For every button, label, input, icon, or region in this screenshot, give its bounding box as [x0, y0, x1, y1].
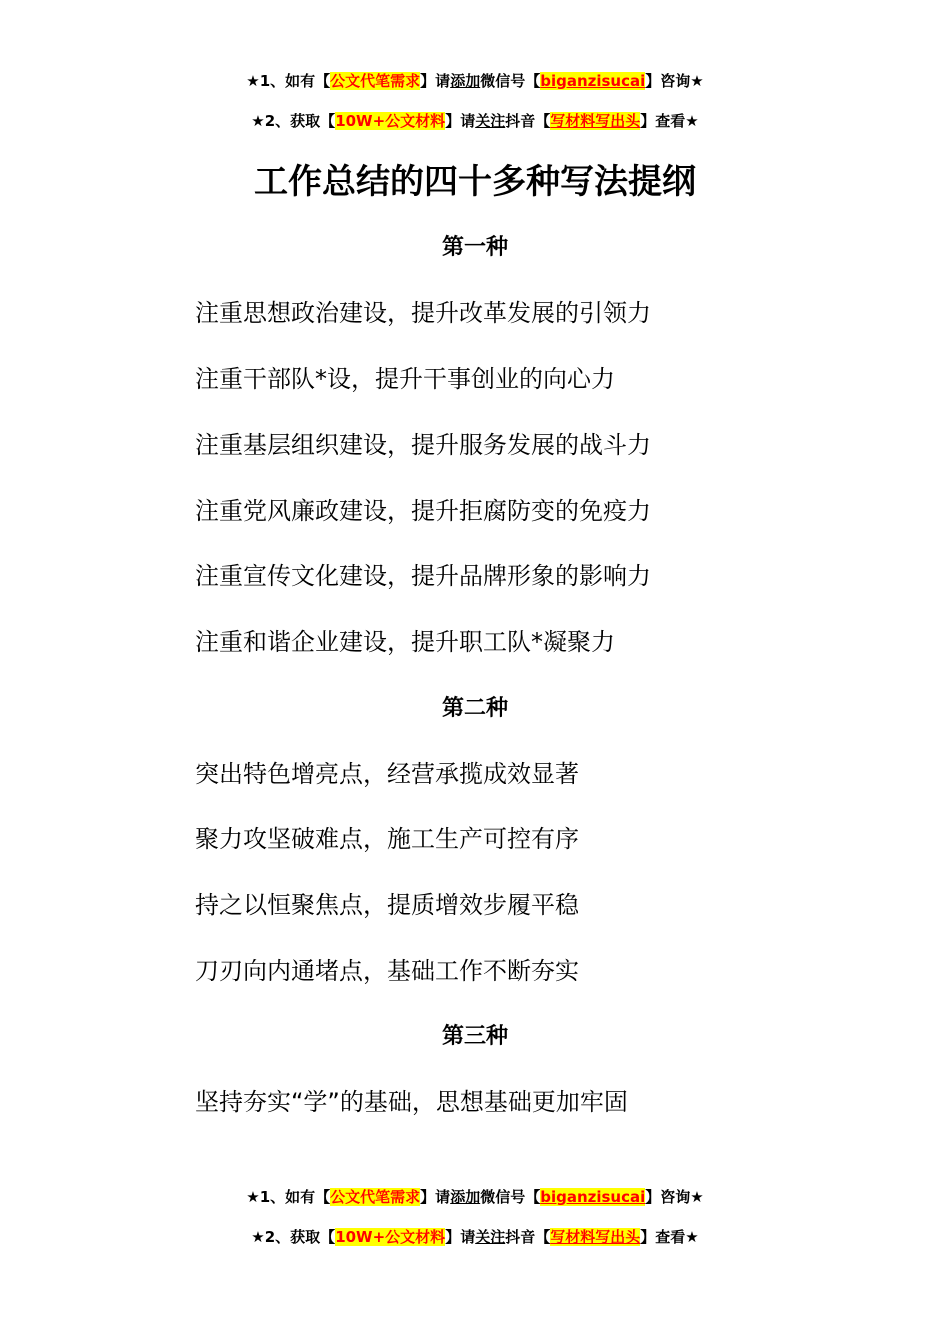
- banner-highlight: 10W+公文材料: [335, 1228, 446, 1246]
- section-heading: 第二种: [441, 696, 508, 721]
- banner-text: 】查看★: [640, 1228, 699, 1246]
- list-item: 注重基层组织建设，提升服务发展的战斗力: [195, 431, 651, 459]
- list-item: 注重党风廉政建设，提升拒腐防变的免疫力: [195, 497, 651, 525]
- banner-underlined-text: 关注: [475, 1228, 506, 1246]
- banner-underlined-text: 关注: [475, 112, 506, 130]
- banner-highlight: 10W+公文材料: [335, 112, 446, 130]
- list-item: 注重宣传文化建设，提升品牌形象的影响力: [195, 562, 651, 590]
- banner-douyin-account: 写材料写出头: [550, 112, 641, 130]
- banner-underlined-text: 添加: [450, 72, 481, 90]
- banner-text: ★2、获取【: [251, 112, 336, 130]
- list-item: 聚力攻坚破难点，施工生产可控有序: [195, 825, 579, 853]
- list-item: 注重思想政治建设，提升改革发展的引领力: [195, 299, 651, 327]
- list-item: 突出特色增亮点，经营承揽成效显著: [195, 760, 579, 788]
- banner-highlight: 公文代笔需求: [330, 72, 421, 90]
- banner-douyin-account: 写材料写出头: [550, 1228, 641, 1246]
- banner-wechat-id: biganzisucai: [540, 72, 646, 90]
- banner-text: ★1、如有【: [246, 1188, 331, 1206]
- banner-text: ★2、获取【: [251, 1228, 336, 1246]
- bottom-banner-line-1: [0, 1186, 950, 1208]
- banner-text: 抖音【: [505, 1228, 551, 1246]
- banner-wechat-id: biganzisucai: [540, 1188, 646, 1206]
- banner-underlined-text: 添加: [450, 1188, 481, 1206]
- section-heading: 第三种: [441, 1024, 508, 1049]
- top-banner-line-2: [0, 110, 950, 132]
- banner-text: 】查看★: [640, 112, 699, 130]
- list-item: 坚持夯实“学”的基础，思想基础更加牢固: [195, 1088, 628, 1116]
- banner-text: 】咨询★: [645, 1188, 704, 1206]
- list-item: 刀刃向内通堵点，基础工作不断夯实: [195, 957, 579, 985]
- banner-text: 】请: [445, 1228, 476, 1246]
- banner-text: ★1、如有【: [246, 72, 331, 90]
- list-item: 注重和谐企业建设，提升职工队*凝聚力: [195, 628, 615, 656]
- top-banner-line-1: [0, 70, 950, 92]
- banner-text: 】咨询★: [645, 72, 704, 90]
- list-item: 持之以恒聚焦点，提质增效步履平稳: [195, 891, 579, 919]
- banner-highlight: 公文代笔需求: [330, 1188, 421, 1206]
- banner-text: 】请: [420, 1188, 451, 1206]
- banner-text: 抖音【: [505, 112, 551, 130]
- section-heading: 第一种: [441, 235, 508, 260]
- bottom-banner-line-2: [0, 1226, 950, 1248]
- banner-text: 】请: [445, 112, 476, 130]
- banner-text: 微信号【: [480, 1188, 541, 1206]
- document-title: 工作总结的四十多种写法提纲: [254, 162, 696, 202]
- banner-text: 微信号【: [480, 72, 541, 90]
- banner-text: 】请: [420, 72, 451, 90]
- list-item: 注重干部队*设，提升干事创业的向心力: [195, 365, 615, 393]
